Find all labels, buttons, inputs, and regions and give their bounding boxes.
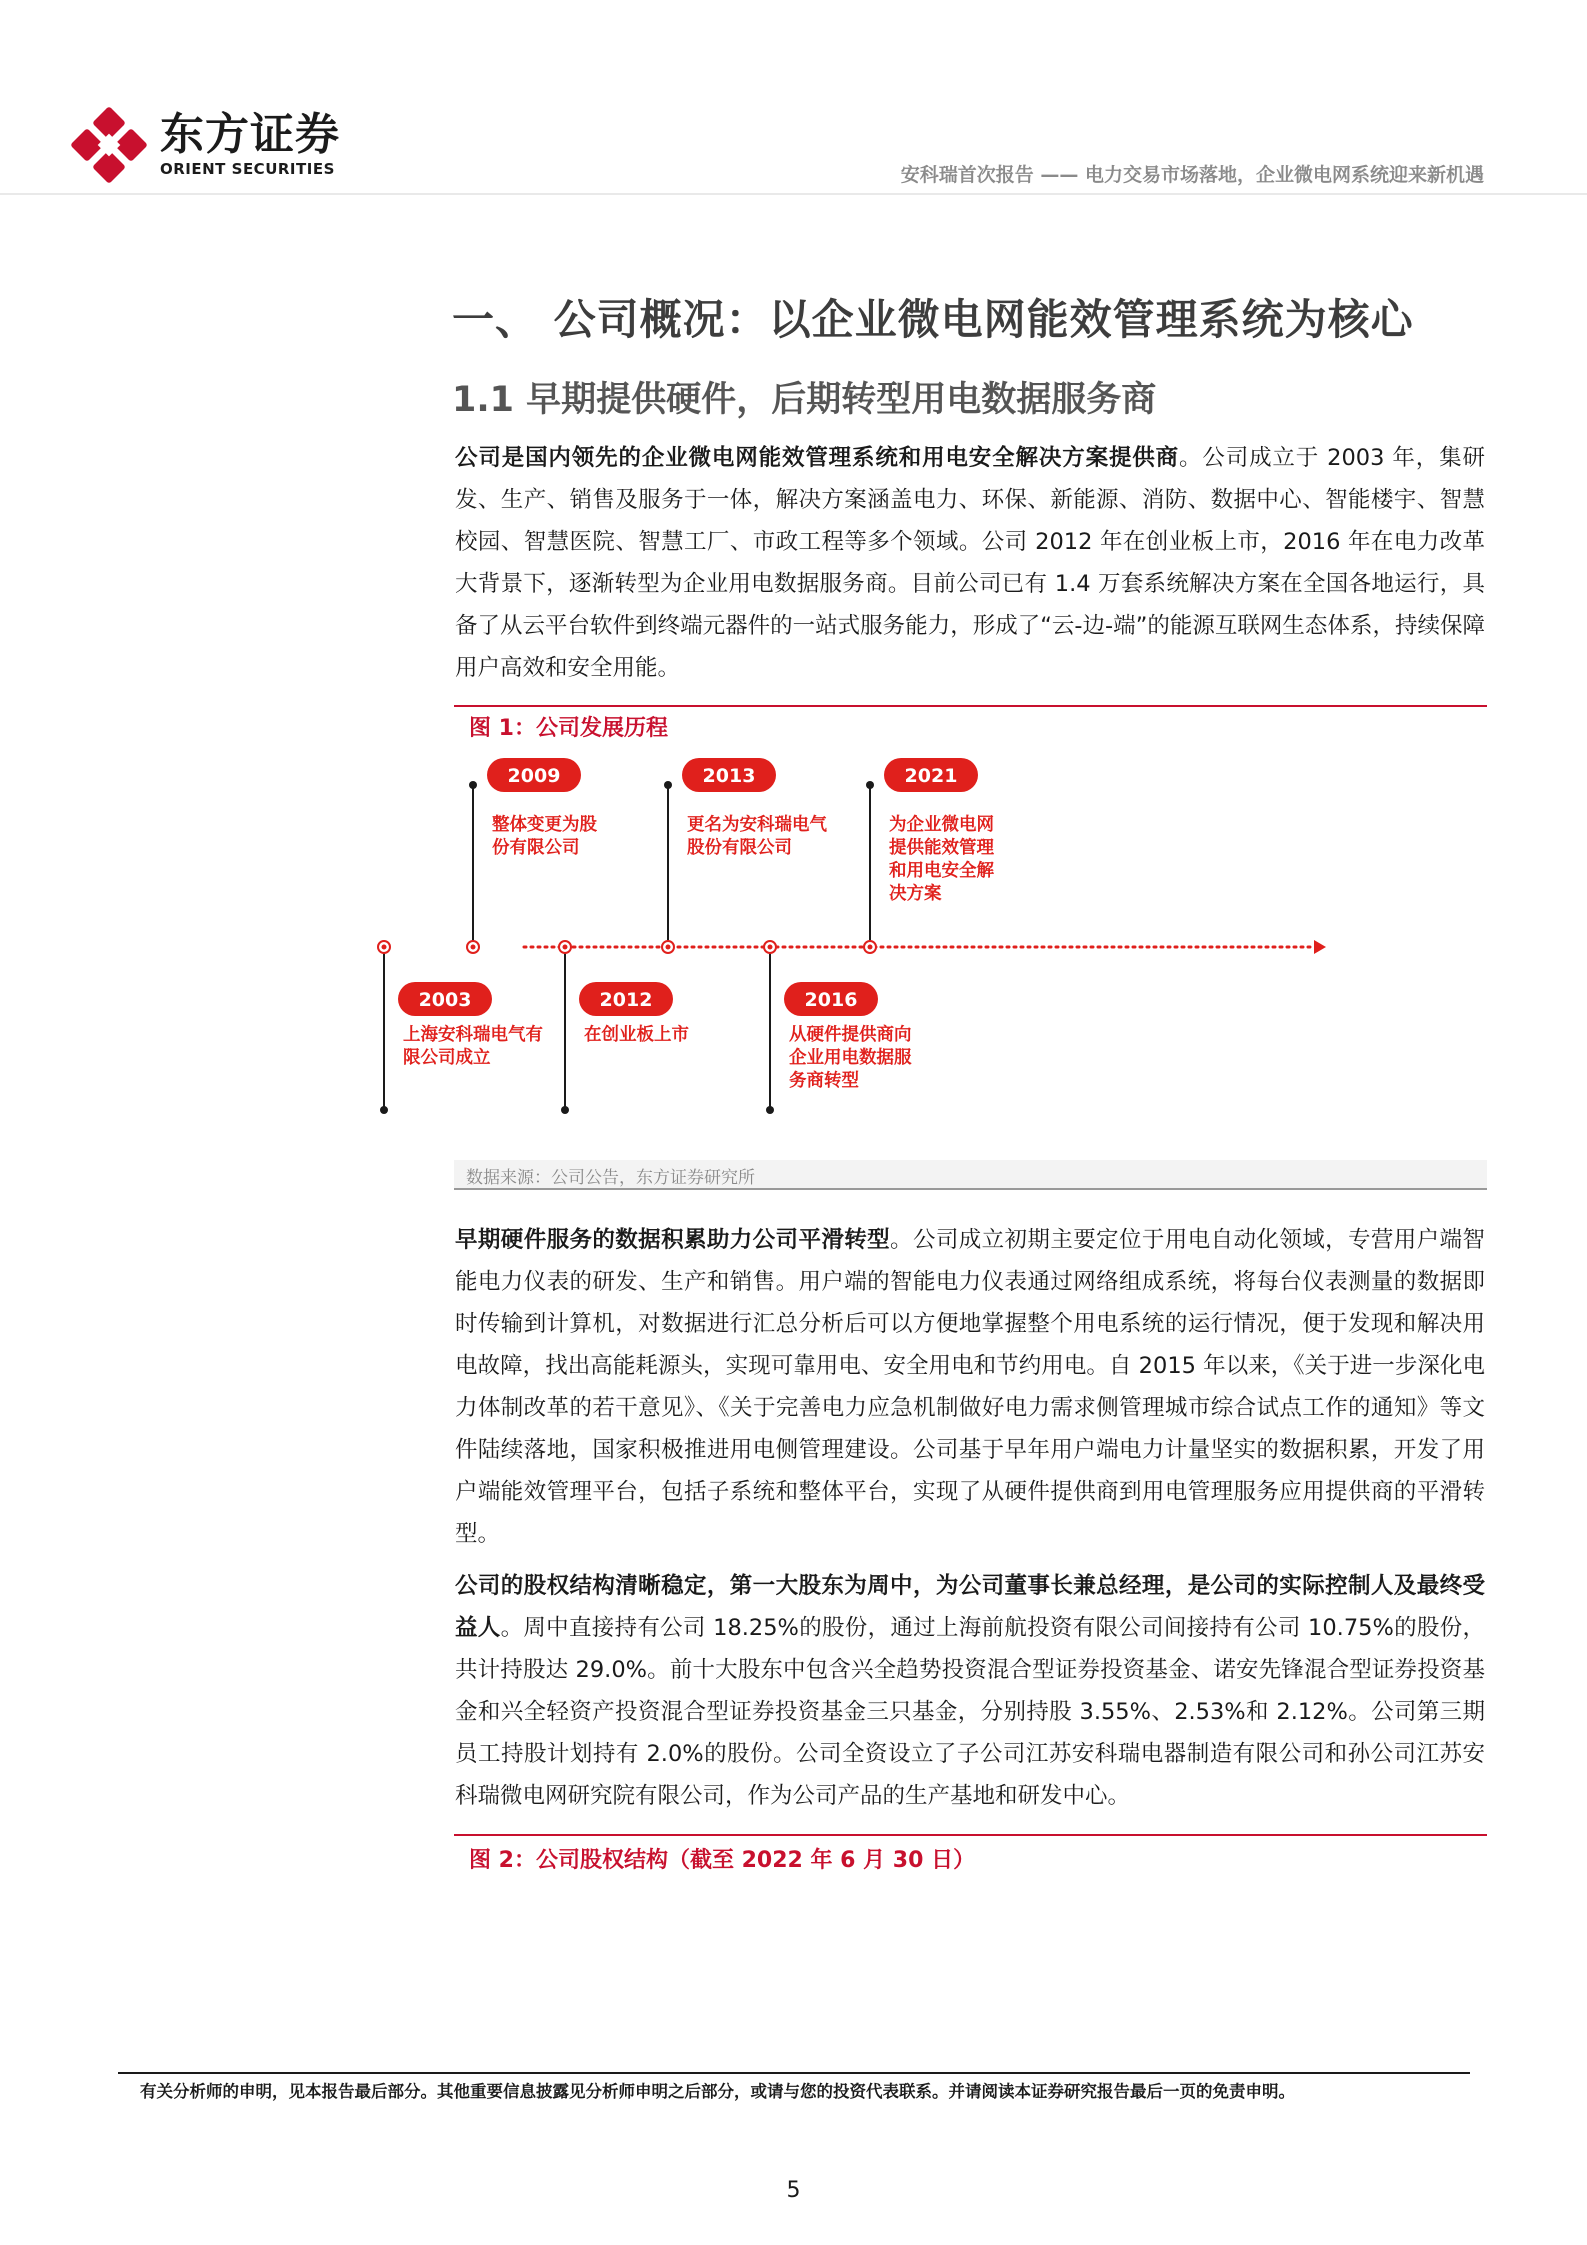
timeline-event-text: 上海安科瑞电气有 bbox=[403, 1025, 543, 1045]
paragraph-lead: 公司是国内领先的企业微电网能效管理系统和用电安全解决方案提供商 bbox=[455, 445, 1180, 471]
paragraph-shareholding bbox=[455, 1565, 1485, 1817]
timeline-event-text: 股份有限公司 bbox=[687, 838, 792, 858]
brand-name-en: ORIENT SECURITIES bbox=[160, 160, 335, 178]
paragraph-body: 。公司成立于 2003 年，集研发、生产、销售及服务于一体，解决方案涵盖电力、环保、新能源、消防、数据中心、智能楼宇、智慧校园、智慧医院、智慧工厂、市政工程等多个领域。公司 2012 年在创业板上市，2016 年在电力改革大背景下，逐渐转型为企业用电数据服务商。目前公司已有 1.4 万套系统解决方案在全国各地运行，具备了从云平台软件到终端元器件的一站式服务能力，形成了“云-边-端”的能源互联网生态体系，持续保障用户高效和安全用能。 bbox=[455, 445, 1485, 681]
timeline-stem-end bbox=[664, 781, 672, 789]
timeline-event-text: 限公司成立 bbox=[403, 1048, 491, 1068]
timeline-node-core bbox=[471, 945, 476, 950]
timeline-year: 2009 bbox=[507, 765, 561, 787]
timeline-year: 2012 bbox=[599, 989, 653, 1011]
timeline-year: 2003 bbox=[418, 989, 472, 1011]
timeline-arrowhead bbox=[1314, 940, 1326, 954]
timeline-event-text: 份有限公司 bbox=[492, 838, 580, 858]
timeline-event-text: 企业用电数据服 bbox=[789, 1048, 912, 1068]
figure-1-title: 图 1：公司发展历程 bbox=[469, 716, 668, 741]
timeline-event-text: 在创业板上市 bbox=[584, 1025, 689, 1045]
figure-2-title: 图 2：公司股权结构（截至 2022 年 6 月 30 日） bbox=[469, 1848, 976, 1873]
timeline-node-core bbox=[768, 945, 773, 950]
header-divider bbox=[0, 193, 1587, 195]
timeline-event-text: 提供能效管理 bbox=[889, 838, 994, 858]
paragraph-company-intro bbox=[455, 437, 1485, 689]
timeline-event-text: 更名为安科瑞电气 bbox=[687, 815, 827, 835]
footer-disclaimer: 有关分析师的申明，见本报告最后部分。其他重要信息披露见分析师申明之后部分，或请与您的投资代表联系。并请阅读本证券研究报告最后一页的免责申明。 bbox=[140, 2082, 1295, 2101]
timeline-event-text: 为企业微电网 bbox=[889, 815, 994, 835]
timeline-stem-end bbox=[561, 1106, 569, 1114]
timeline-stem-end bbox=[380, 1106, 388, 1114]
paragraph-transformation bbox=[455, 1219, 1485, 1555]
timeline-event-text: 决方案 bbox=[889, 884, 942, 904]
figure-1-bottom-rule bbox=[454, 1188, 1487, 1190]
development-timeline bbox=[403, 740, 1487, 1160]
timeline-node-core bbox=[563, 945, 568, 950]
timeline-event-text: 和用电安全解 bbox=[889, 861, 994, 881]
timeline-node-core bbox=[382, 945, 387, 950]
timeline-node-core bbox=[666, 945, 671, 950]
paragraph-lead: 公司的股权结构清晰稳定，第一大股东为周中，为公司董事长兼总经理，是公司的实际控制人及最终受益人 bbox=[455, 1573, 1485, 1641]
paragraph-body: 。周中直接持有公司 18.25%的股份，通过上海前航投资有限公司间接持有公司 10.75%的股份，共计持股达 29.0%。前十大股东中包含兴全趋势投资混合型证券投资基金、诺安先锋混合型证券投资基金和兴全轻资产投资混合型证券投资基金三只基金，分别持股 3.55%、2.53%和 2.12%。公司第三期员工持股计划持有 2.0%的股份。公司全资设立了子公司江苏安科瑞电器制造有限公司和孙公司江苏安科瑞微电网研究院有限公司，作为公司产品的生产基地和研发中心。 bbox=[455, 1615, 1485, 1809]
paragraph-lead: 早期硬件服务的数据积累助力公司平滑转型 bbox=[455, 1227, 891, 1253]
footer-divider bbox=[118, 2072, 1470, 2074]
timeline-year: 2021 bbox=[904, 765, 958, 787]
timeline-year: 2016 bbox=[804, 989, 858, 1011]
timeline-stem-end bbox=[866, 781, 874, 789]
brand-name-cn: 东方证券 bbox=[160, 109, 340, 160]
figure-2-top-rule bbox=[454, 1834, 1487, 1836]
figure-1-source: 数据来源：公司公告，东方证券研究所 bbox=[466, 1168, 755, 1188]
figure-1-top-rule bbox=[454, 705, 1487, 707]
timeline-event-text: 务商转型 bbox=[789, 1071, 859, 1091]
report-title: 安科瑞首次报告 —— 电力交易市场落地，企业微电网系统迎来新机遇 bbox=[900, 164, 1484, 186]
subsection-heading: 1.1 早期提供硬件，后期转型用电数据服务商 bbox=[452, 380, 1157, 420]
timeline-stem-end bbox=[469, 781, 477, 789]
timeline-event-text: 从硬件提供商向 bbox=[789, 1025, 912, 1045]
timeline-stem-end bbox=[766, 1106, 774, 1114]
timeline-event-text: 整体变更为股 bbox=[492, 815, 597, 835]
page-number: 5 bbox=[786, 2178, 801, 2203]
section-heading: 一、 公司概况：以企业微电网能效管理系统为核心 bbox=[452, 295, 1414, 344]
paragraph-body: 。公司成立初期主要定位于用电自动化领域，专营用户端智能电力仪表的研发、生产和销售。用户端的智能电力仪表通过网络组成系统，将每台仪表测量的数据即时传输到计算机，对数据进行汇总分析后可以方便地掌握整个用电系统的运行情况，便于发现和解决用电故障，找出高能耗源头，实现可靠用电、安全用电和节约用电。自 2015 年以来，《关于进一步深化电力体制改革的若干意见》、《关于完善电力应急机制做好电力需求侧管理城市综合试点工作的通知》等文件陆续落地，国家积极推进用电侧管理建设。公司基于早年用户端电力计量坚实的数据积累，开发了用户端能效管理平台，包括子系统和整体平台，实现了从硬件提供商到用电管理服务应用提供商的平滑转型。 bbox=[455, 1227, 1485, 1547]
orient-securities-logo bbox=[72, 108, 147, 183]
timeline-year: 2013 bbox=[702, 765, 756, 787]
timeline-node-core bbox=[868, 945, 873, 950]
